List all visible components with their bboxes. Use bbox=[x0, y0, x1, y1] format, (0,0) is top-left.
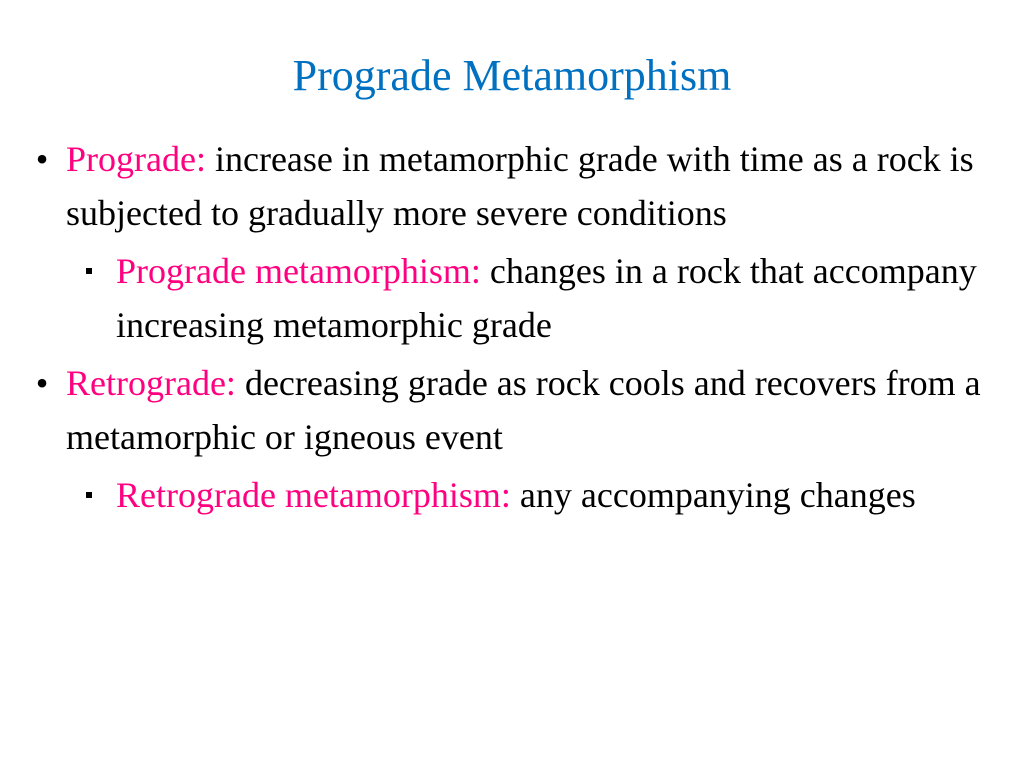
definition-text: changes in a rock that accompany increasing metamorphic grade bbox=[116, 251, 977, 345]
definition-text: decreasing grade as rock cools and recovers from a metamorphic or igneous event bbox=[66, 363, 981, 457]
term-label: Retrograde: bbox=[66, 363, 236, 403]
term-label: Prograde: bbox=[66, 139, 206, 179]
term-label: Prograde metamorphism: bbox=[116, 251, 481, 291]
slide-title: Prograde Metamorphism bbox=[292, 51, 732, 100]
definition-text: any accompanying changes bbox=[519, 475, 916, 515]
bullet-list bbox=[30, 132, 1010, 522]
sub-bullet-prograde-metamorphism bbox=[30, 244, 1010, 352]
square-bullet-icon bbox=[86, 268, 92, 274]
bullet-dot-icon: • bbox=[35, 363, 49, 403]
bullet-item-prograde bbox=[30, 132, 1010, 240]
sub-bullet-retrograde-metamorphism bbox=[30, 468, 1010, 522]
definition-text: increase in metamorphic grade with time as a rock is subjected to gradually more severe conditions bbox=[66, 139, 974, 233]
term-label: Retrograde metamorphism: bbox=[116, 475, 511, 515]
bullet-item-retrograde bbox=[30, 356, 1010, 464]
bullet-dot-icon: • bbox=[35, 139, 49, 179]
square-bullet-icon bbox=[86, 492, 92, 498]
